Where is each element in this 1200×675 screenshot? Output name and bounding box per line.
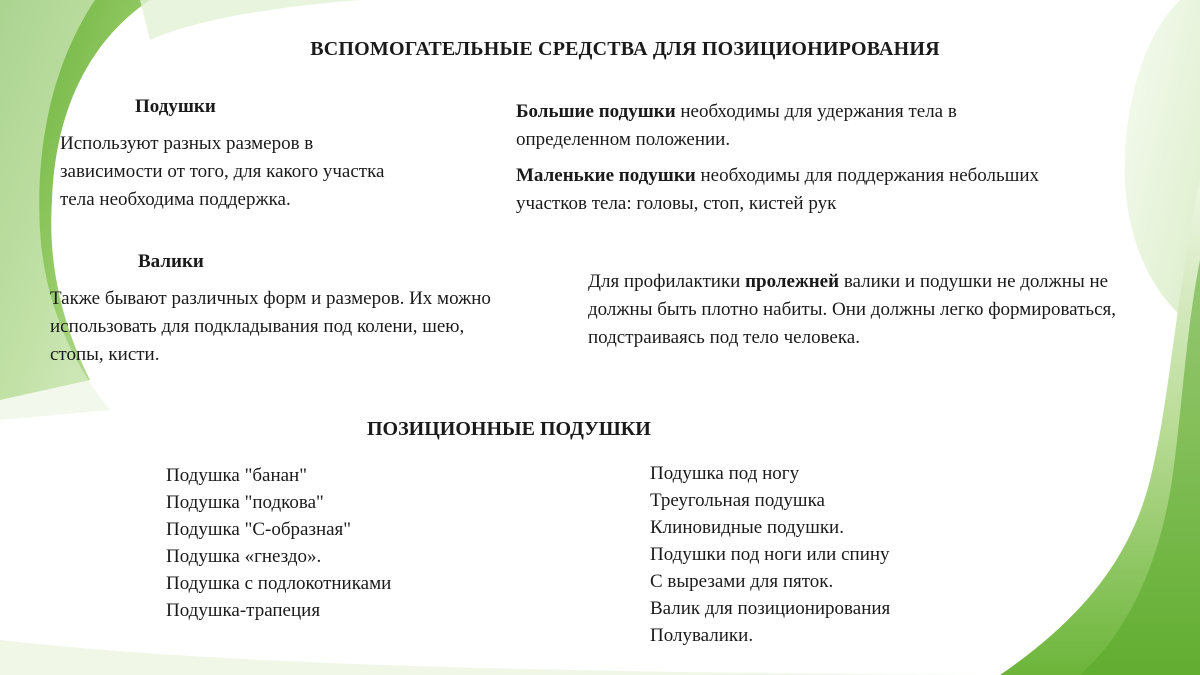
list-item: Подушка "С-образная" — [166, 519, 352, 540]
list-item: Подушка "подкова" — [166, 492, 324, 513]
list-item: Подушки под ноги или спину — [650, 544, 890, 565]
list-item: Подушка под ногу — [650, 463, 800, 484]
pillows-text: Используют разных размеров в зависимости от того, для какого участка тела необходима поддержка. — [60, 133, 385, 210]
large-pillows-desc: необходимы для удержания тела в определенном положении. — [516, 101, 957, 150]
small-pillows-text — [516, 162, 1076, 218]
small-pillows-term: Маленькие подушки — [516, 165, 696, 186]
positional-pillows-title: ПОЗИЦИОННЫЕ ПОДУШКИ — [367, 418, 651, 440]
positional-list-right — [650, 460, 890, 649]
list-item: Подушка с подлокотниками — [166, 573, 392, 594]
list-item: Треугольная подушка — [650, 490, 825, 511]
large-pillows-term: Большие подушки — [516, 101, 676, 122]
prevention-before: Для профилактики — [588, 271, 746, 292]
rollers-text: Также бывают различных форм и размеров. Их можно использовать для подкладывания под колени, шею, стопы, кисти. — [50, 288, 491, 365]
small-pillows-desc: необходимы для поддержания небольших участков тела: головы, стоп, кистей рук — [516, 165, 1039, 214]
list-item: Полувалики. — [650, 625, 754, 646]
list-item: С вырезами для пяток. — [650, 571, 834, 592]
list-item: Подушка "банан" — [166, 465, 307, 486]
positional-list-left — [166, 462, 391, 624]
list-item: Валик для позиционирования — [650, 598, 891, 619]
pillows-heading: Подушки — [135, 96, 216, 117]
large-pillows-text — [516, 98, 1076, 154]
prevention-text — [588, 268, 1148, 352]
prevention-term: пролежней — [745, 271, 840, 292]
slide-title: ВСПОМОГАТЕЛЬНЫЕ СРЕДСТВА ДЛЯ ПОЗИЦИОНИРОВАНИЯ — [310, 38, 940, 60]
list-item: Подушка-трапеция — [166, 600, 321, 621]
list-item: Клиновидные подушки. — [650, 517, 844, 538]
rollers-heading: Валики — [138, 251, 204, 272]
list-item: Подушка «гнездо». — [166, 546, 322, 567]
prevention-after: валики и подушки не должны не должны быть плотно набиты. Они должны легко формироваться, подстраиваясь под тело человека. — [588, 271, 1116, 348]
